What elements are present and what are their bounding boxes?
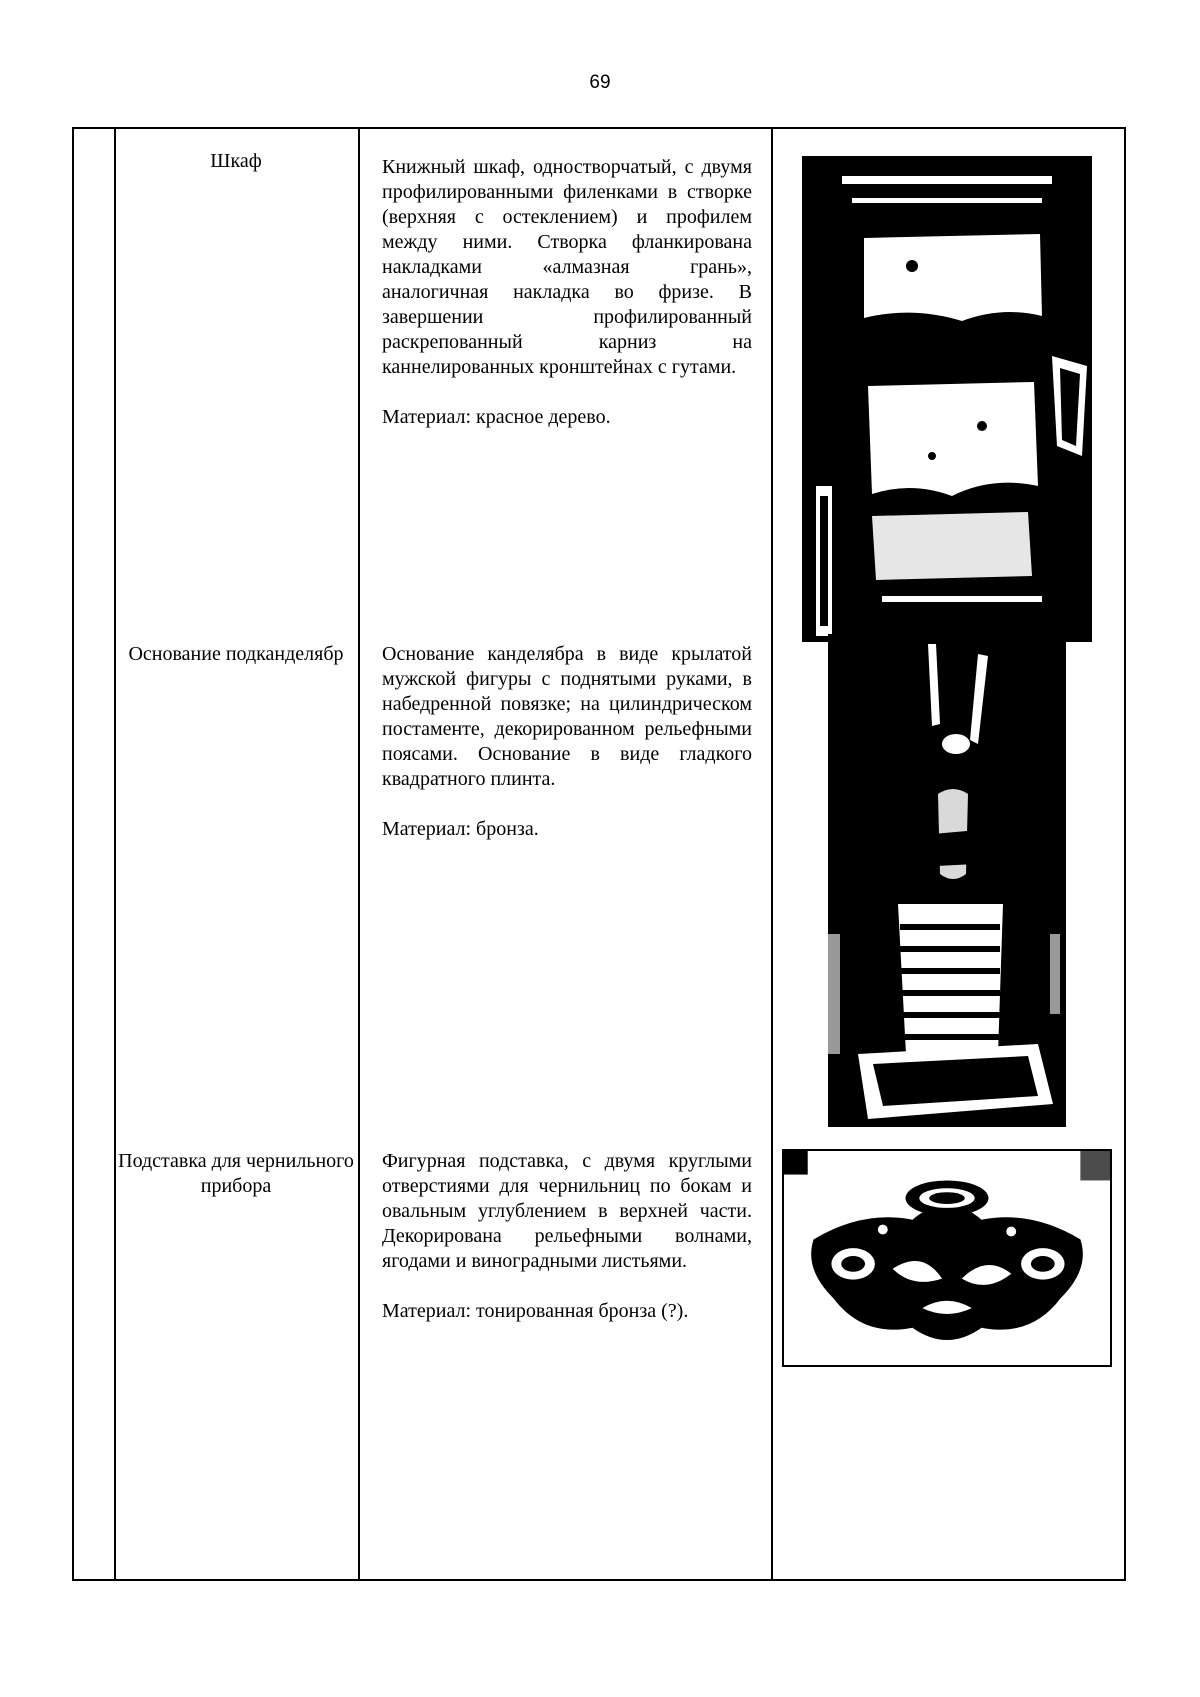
column-divider-3 <box>771 129 773 1579</box>
item-description-cell <box>382 155 752 455</box>
item-material: Материал: тонированная бронза (?). <box>382 1300 689 1322</box>
column-divider-2 <box>358 129 360 1579</box>
candelabrum-base-photo <box>828 634 1066 1127</box>
bookcase-photo <box>802 156 1092 642</box>
item-description: Основание канделябра в виде крылатой мужской фигуры с поднятыми руками, в набедренной повязке; на цилиндрическом постаменте, декорированном рельефными поясами. Основание в виде гладкого квадратного плинта. <box>382 643 752 790</box>
item-description: Книжный шкаф, одностворчатый, с двумя профилированными филенками в створке (верхняя с остеклением) и профилем между ними. Створка фланкирована накладками «алмазная грань», аналогичная накладка во фризе. В завершении профилированный раскрепованный карниз на каннелированных кронштейнах с гутами. <box>382 156 752 378</box>
item-material: Материал: красное дерево. <box>382 406 611 428</box>
item-description: Фигурная подставка, с двумя круглыми отверстиями для чернильниц по бокам и овальным углублением в верхней части. Декорирована рельефными волнами, ягодами и виноградными листьями. <box>382 1150 752 1272</box>
item-material: Материал: бронза. <box>382 818 539 840</box>
item-description-cell <box>382 1149 752 1349</box>
item-name: Основание подканделябр <box>128 643 344 665</box>
inkstand-photo <box>782 1149 1112 1367</box>
column-divider-1 <box>114 129 116 1579</box>
page-number: 69 <box>589 72 611 93</box>
catalog-table <box>72 127 1126 1581</box>
item-description-cell <box>382 642 752 867</box>
item-name: Шкаф <box>210 150 262 172</box>
item-name: Подставка для чернильного прибора <box>118 1150 354 1197</box>
